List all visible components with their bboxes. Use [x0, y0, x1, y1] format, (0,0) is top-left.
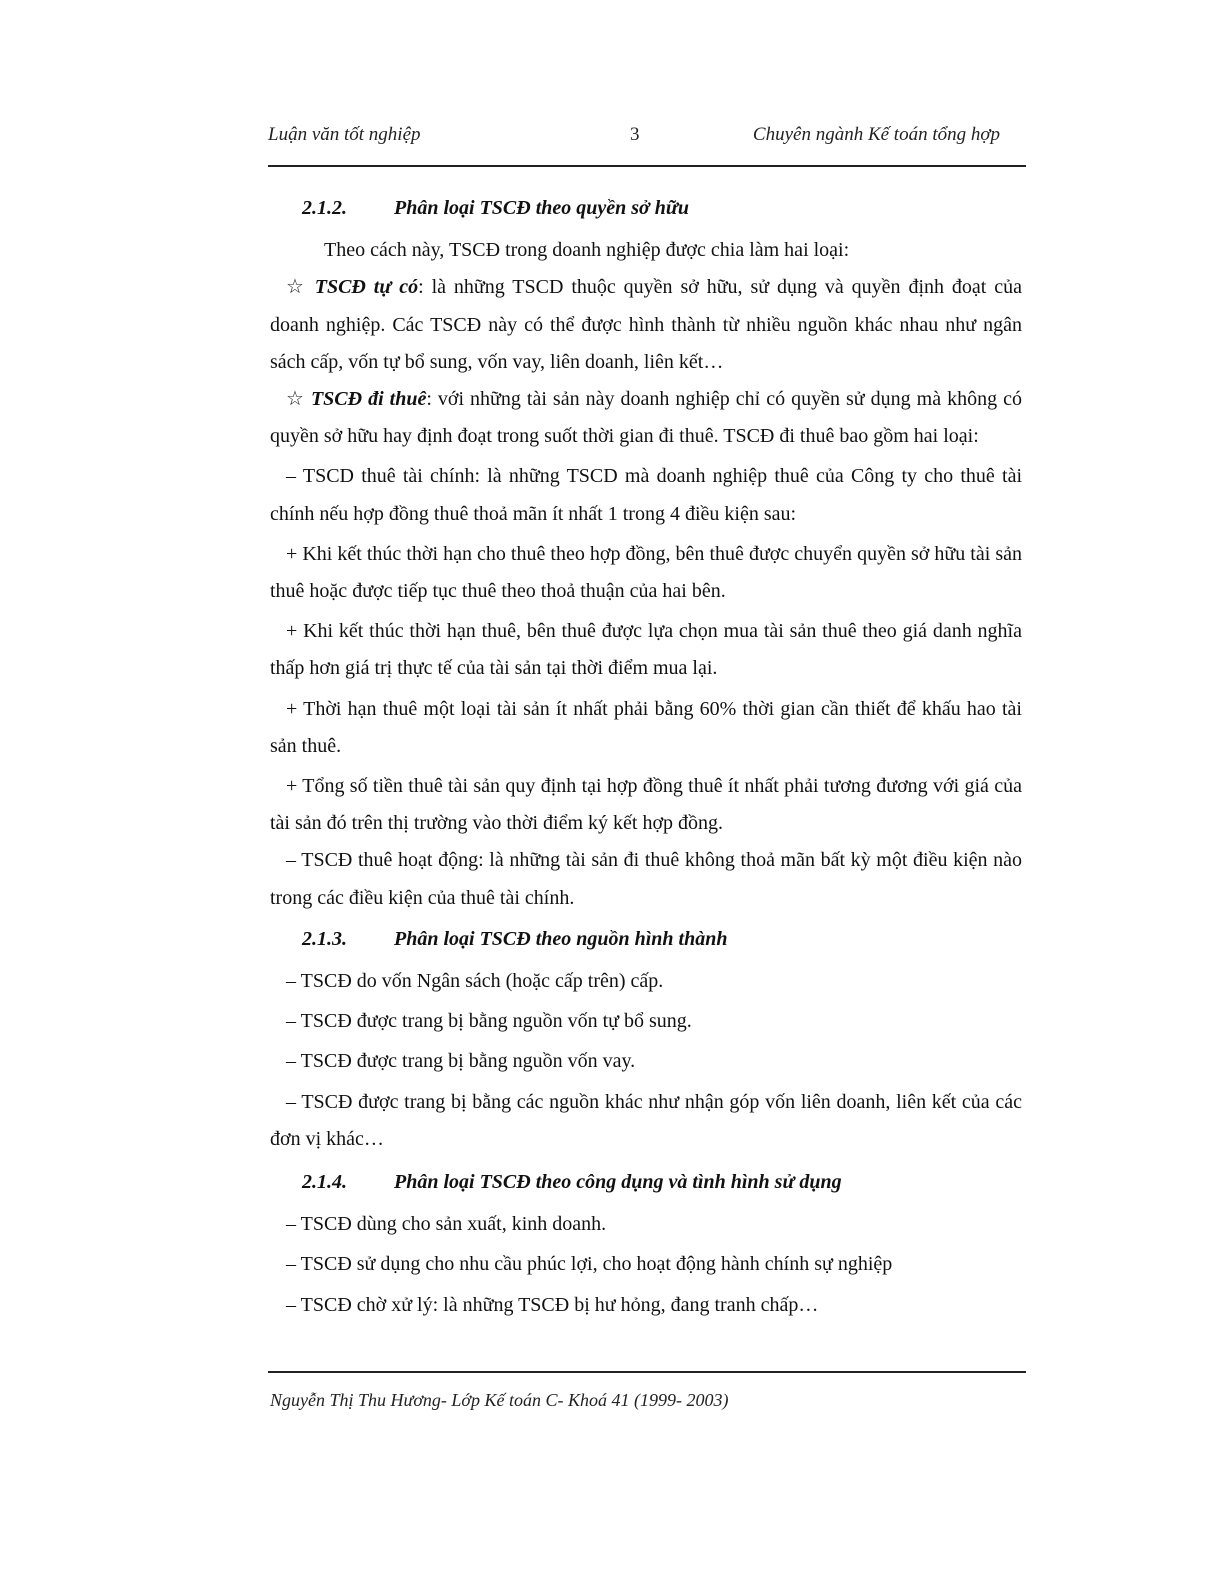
- paragraph: + Tổng số tiền thuê tài sản quy định tại hợp đồng thuê ít nhất phải tương đương với giá của tài sản đó trên thị trường vào thời điểm ký kết hợp đồng.: [270, 775, 1022, 835]
- list-item: – TSCĐ do vốn Ngân sách (hoặc cấp trên) cấp.: [286, 970, 664, 993]
- footer-rule: [268, 1371, 1026, 1373]
- section-number: 2.1.2.: [302, 197, 347, 219]
- paragraph: [270, 381, 1022, 455]
- paragraph: [270, 269, 1022, 381]
- paragraph: Theo cách này, TSCĐ trong doanh nghiệp được chia làm hai loại:: [324, 239, 850, 262]
- section-heading: [302, 921, 1022, 958]
- page-footer: Nguyễn Thị Thu Hương- Lớp Kế toán C- Khoá 41 (1999- 2003): [270, 1390, 729, 1410]
- page-number: 3: [630, 124, 640, 145]
- list-item: – TSCĐ được trang bị bằng nguồn vốn vay.: [286, 1050, 636, 1073]
- star-icon: ☆: [286, 388, 311, 411]
- page-body: [270, 190, 1022, 1324]
- paragraph: + Khi kết thúc thời hạn thuê, bên thuê được lựa chọn mua tài sản thuê theo giá danh nghĩa thấp hơn giá trị thực tế của tài sản tại thời điểm mua lại.: [270, 620, 1022, 680]
- page-header: [268, 124, 1024, 150]
- section-title: Phân loại TSCĐ theo nguồn hình thành: [394, 927, 728, 950]
- section-number: 2.1.3.: [302, 927, 347, 950]
- list-item: – TSCĐ dùng cho sản xuất, kinh doanh.: [286, 1213, 607, 1236]
- section-heading: [302, 1164, 1022, 1201]
- header-right: Chuyên ngành Kế toán tổng hợp: [752, 124, 1000, 145]
- list-item: – TSCĐ được trang bị bằng nguồn vốn tự bổ sung.: [286, 1010, 692, 1033]
- text: : là những TSCD thuộc quyền sở hữu, sử dụng và quyền định đoạt của doanh nghiệp. Các TSCĐ này có thể được hình thành từ nhiều nguồn khác nhau như ngân sách cấp, vốn tự bổ sung, vốn vay, liên doanh, liên kết…: [270, 276, 1022, 373]
- list-item: – TSCĐ sử dụng cho nhu cầu phúc lợi, cho hoạt động hành chính sự nghiệp: [286, 1253, 893, 1276]
- paragraph: + Thời hạn thuê một loại tài sản ít nhất phải bằng 60% thời gian cần thiết để khấu hao tài sản thuê.: [270, 697, 1022, 757]
- paragraph: – TSCD thuê tài chính: là những TSCD mà doanh nghiệp thuê của Công ty cho thuê tài chính nếu hợp đồng thuê thoả mãn ít nhất 1 trong 4 điều kiện sau:: [270, 465, 1022, 525]
- term: TSCĐ tự có: [314, 276, 419, 299]
- term: TSCĐ đi thuê: [310, 388, 427, 411]
- header-left: Luận văn tốt nghiệp: [268, 124, 421, 145]
- paragraph: – TSCĐ thuê hoạt động: là những tài sản đi thuê không thoả mãn bất kỳ một điều kiện nào trong các điều kiện của thuê tài chính.: [270, 849, 1022, 909]
- section-title: Phân loại TSCĐ theo công dụng và tình hình sử dụng: [394, 1171, 842, 1194]
- section-heading: [302, 190, 1022, 227]
- section-title: Phân loại TSCĐ theo quyền sở hữu: [394, 197, 689, 219]
- paragraph: + Khi kết thúc thời hạn cho thuê theo hợp đồng, bên thuê được chuyển quyền sở hữu tài sản thuê hoặc được tiếp tục thuê theo thoả thuận của hai bên.: [270, 542, 1022, 603]
- star-icon: ☆: [286, 276, 315, 299]
- section-number: 2.1.4.: [302, 1171, 347, 1194]
- list-item: – TSCĐ chờ xử lý: là những TSCĐ bị hư hỏng, đang tranh chấp…: [286, 1293, 819, 1316]
- list-item: – TSCĐ được trang bị bằng các nguồn khác như nhận góp vốn liên doanh, liên kết của các đơn vị khác…: [270, 1090, 1022, 1150]
- header-rule: [268, 165, 1026, 167]
- text: : với những tài sản này doanh nghiệp chỉ có quyền sử dụng mà không có quyền sở hữu hay định đoạt trong suốt thời gian đi thuê. TSCĐ đi thuê bao gồm hai loại:: [270, 388, 1022, 448]
